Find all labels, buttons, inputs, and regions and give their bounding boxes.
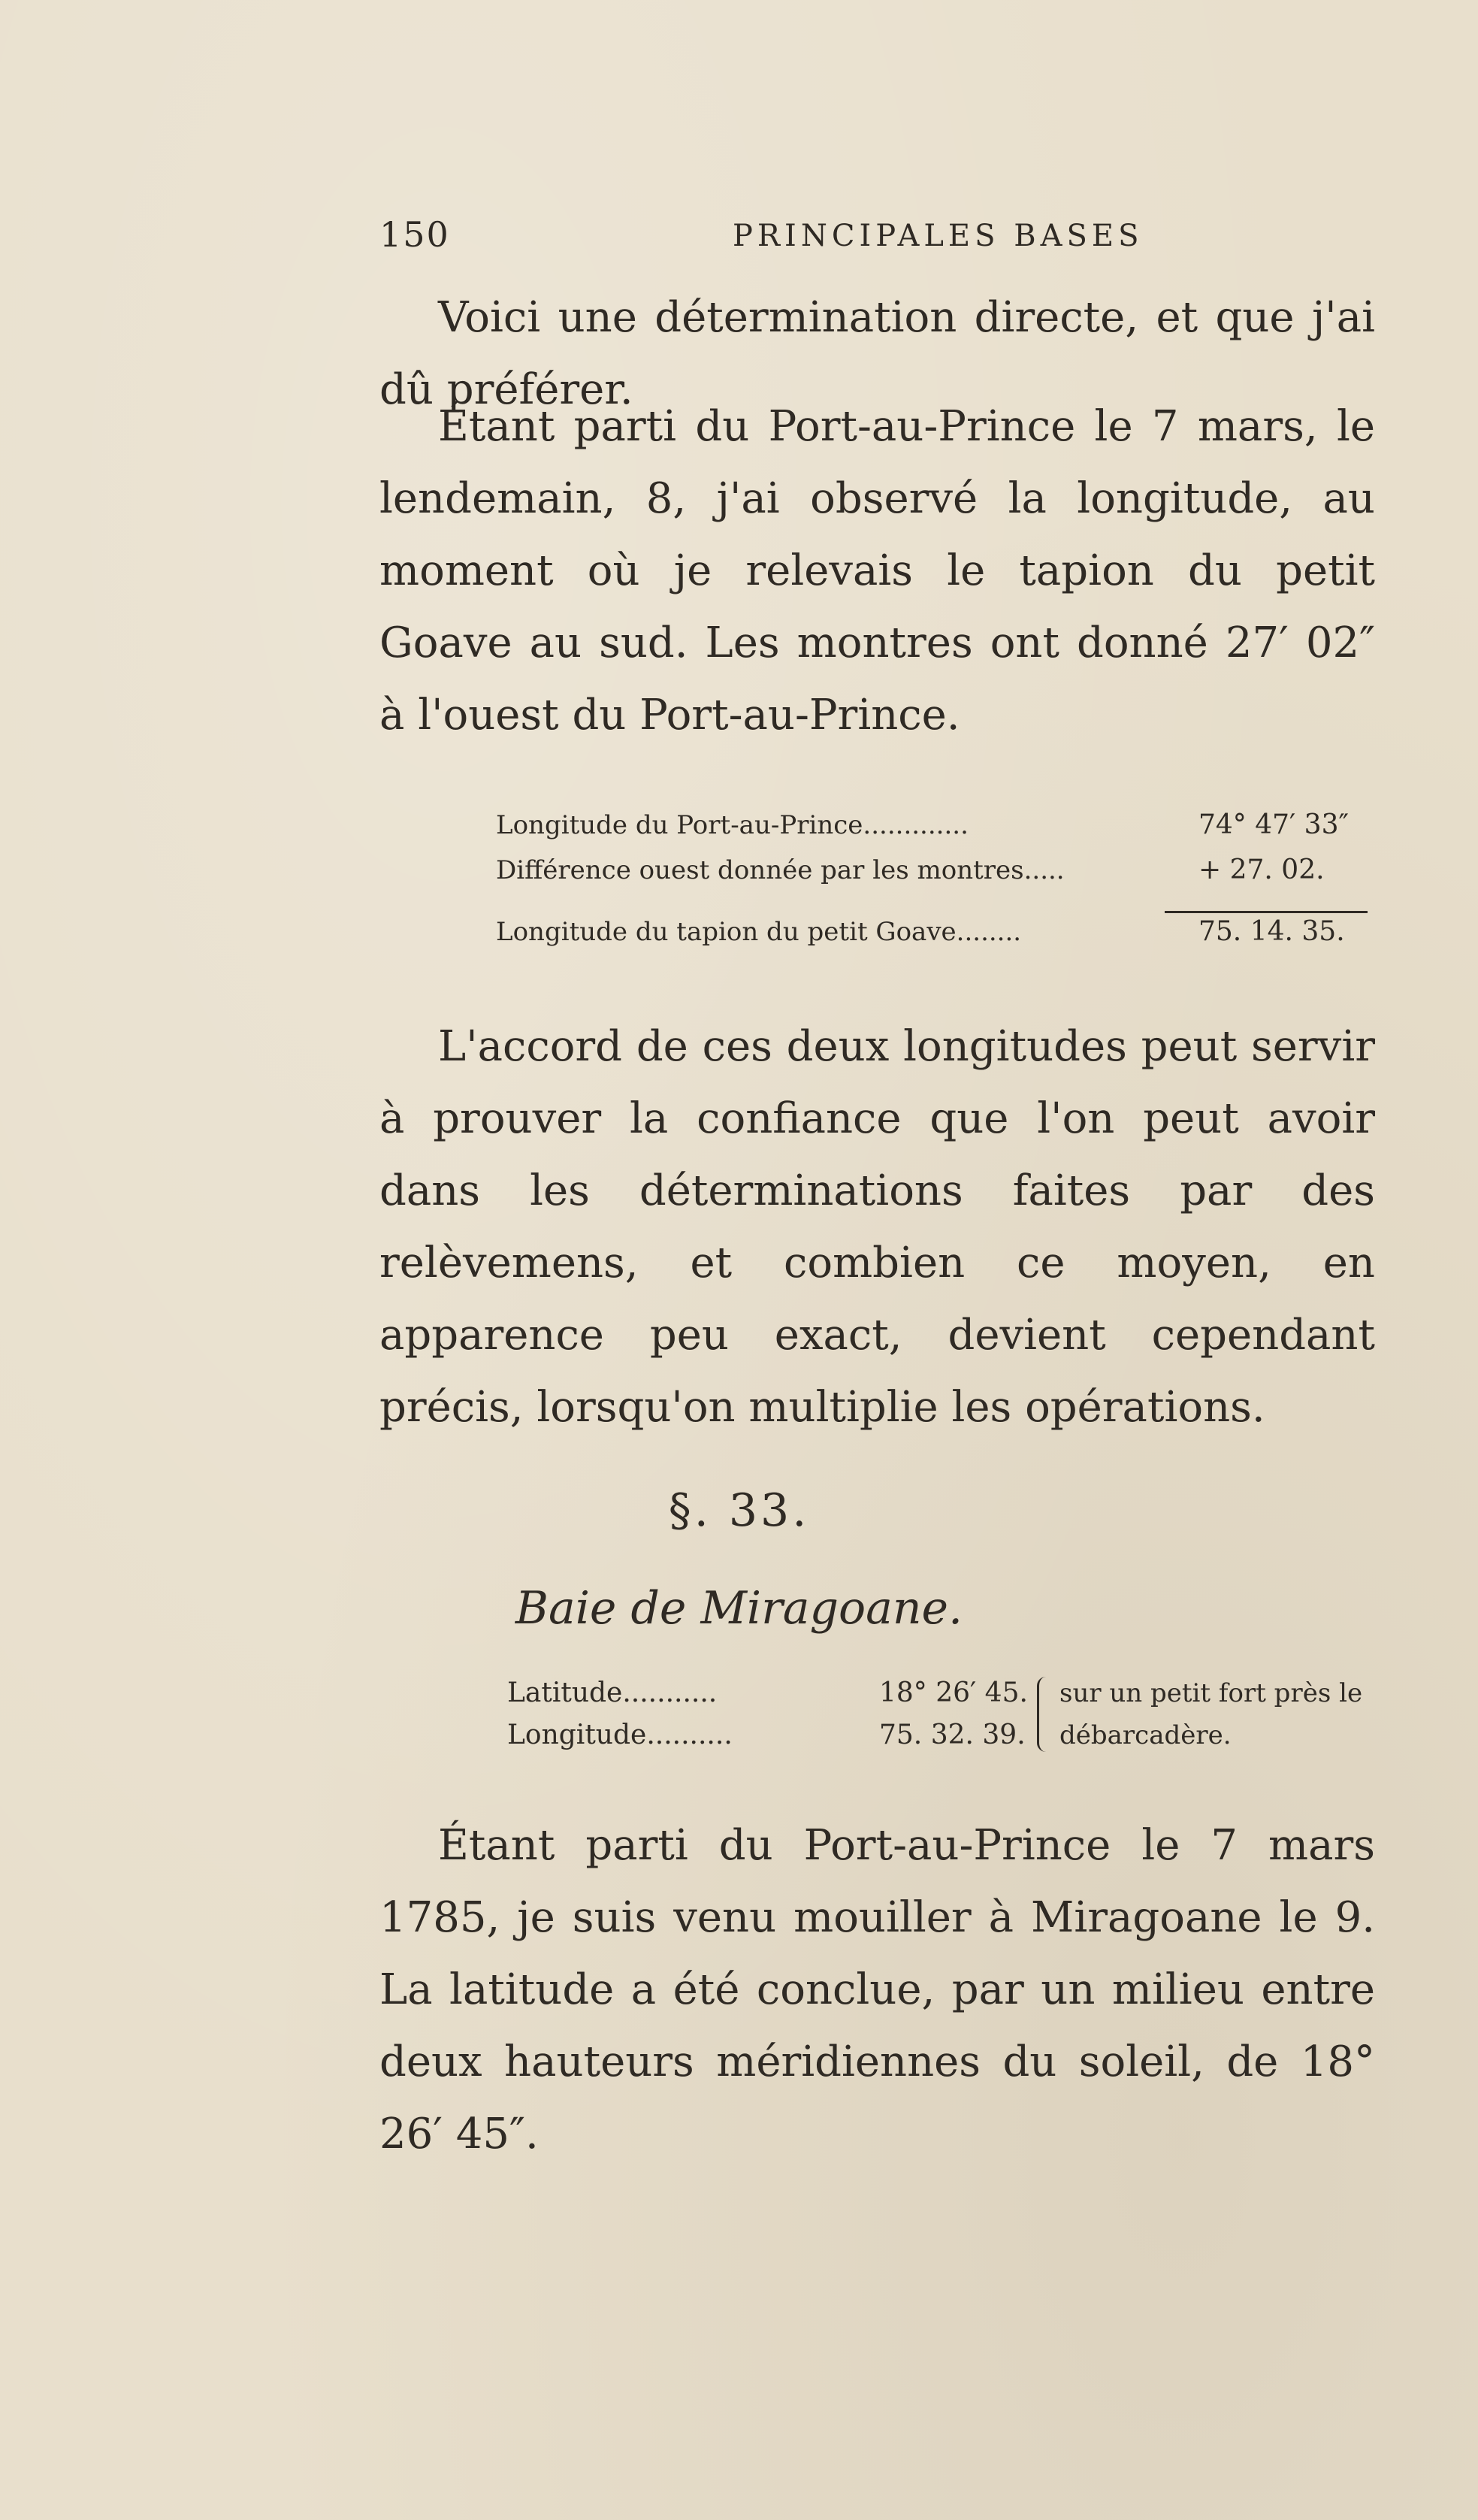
paragraph-2 [379, 391, 1375, 752]
calc-row-2-label: Différence ouest donnée par les montres..... [496, 855, 1065, 885]
section-number: §. 33. [668, 1484, 810, 1537]
section-title: Baie de Miragoane. [515, 1582, 963, 1635]
paragraph-3 [379, 1011, 1375, 1444]
paragraph-1-text: Voici une détermination directe, et que j'ai dû préférer. [379, 293, 1375, 414]
paragraph-4 [379, 1810, 1375, 2171]
longitude-calculation [496, 803, 1383, 954]
paragraph-3-text: L'accord de ces deux longitudes peut servir à prouver la confiance que l'on peut avoir dans les déterminations faites par des relèvemens, et combien ce moyen, en apparence peu exact, devient cependant précis, lorsqu'on multiplie les opérations. [379, 1022, 1375, 1432]
latitude-value: 18° 26′ 45. [879, 1677, 1028, 1708]
brace-icon [1037, 1677, 1050, 1752]
calc-row-total [496, 909, 1383, 954]
calc-row-port-au-prince [496, 803, 1383, 848]
calc-row-1-value: 74° 47′ 33″ [1198, 809, 1349, 840]
running-head: PRINCIPALES BASES [733, 219, 1144, 253]
page-header [379, 214, 1379, 259]
calc-row-2-value: + 27. 02. [1198, 855, 1325, 885]
paragraph-4-text: Étant parti du Port-au-Prince le 7 mars 1785, je suis venu mouiller à Miragoane le 9. La latitude a été conclue, par un milieu entre deux hauteurs méridiennes du soleil, de 18° 26′ 45″. [379, 1821, 1375, 2158]
longitude-label: Longitude.......... [507, 1720, 733, 1750]
calc-total-label: Longitude du tapion du petit Goave........ [496, 917, 1022, 947]
page-number: 150 [379, 214, 450, 255]
coordinates-table [507, 1672, 1409, 1756]
longitude-value: 75. 32. 39. [879, 1720, 1026, 1750]
paragraph-2-text: Étant parti du Port-au-Prince le 7 mars, le lendemain, 8, j'ai observé la longitude, au moment où je relevais le tapion du petit Goave au sud. Les montres ont donné 27′ 02″ à l'ouest du Port-au-Prince. [379, 402, 1375, 740]
calc-row-1-label: Longitude du Port-au-Prince............. [496, 810, 969, 840]
latitude-label: Latitude........... [507, 1677, 718, 1708]
coordinates-note: sur un petit fort près le débarcadère. [1059, 1678, 1363, 1750]
calc-row-difference [496, 848, 1383, 893]
calc-total-value: 75. 14. 35. [1198, 916, 1345, 947]
